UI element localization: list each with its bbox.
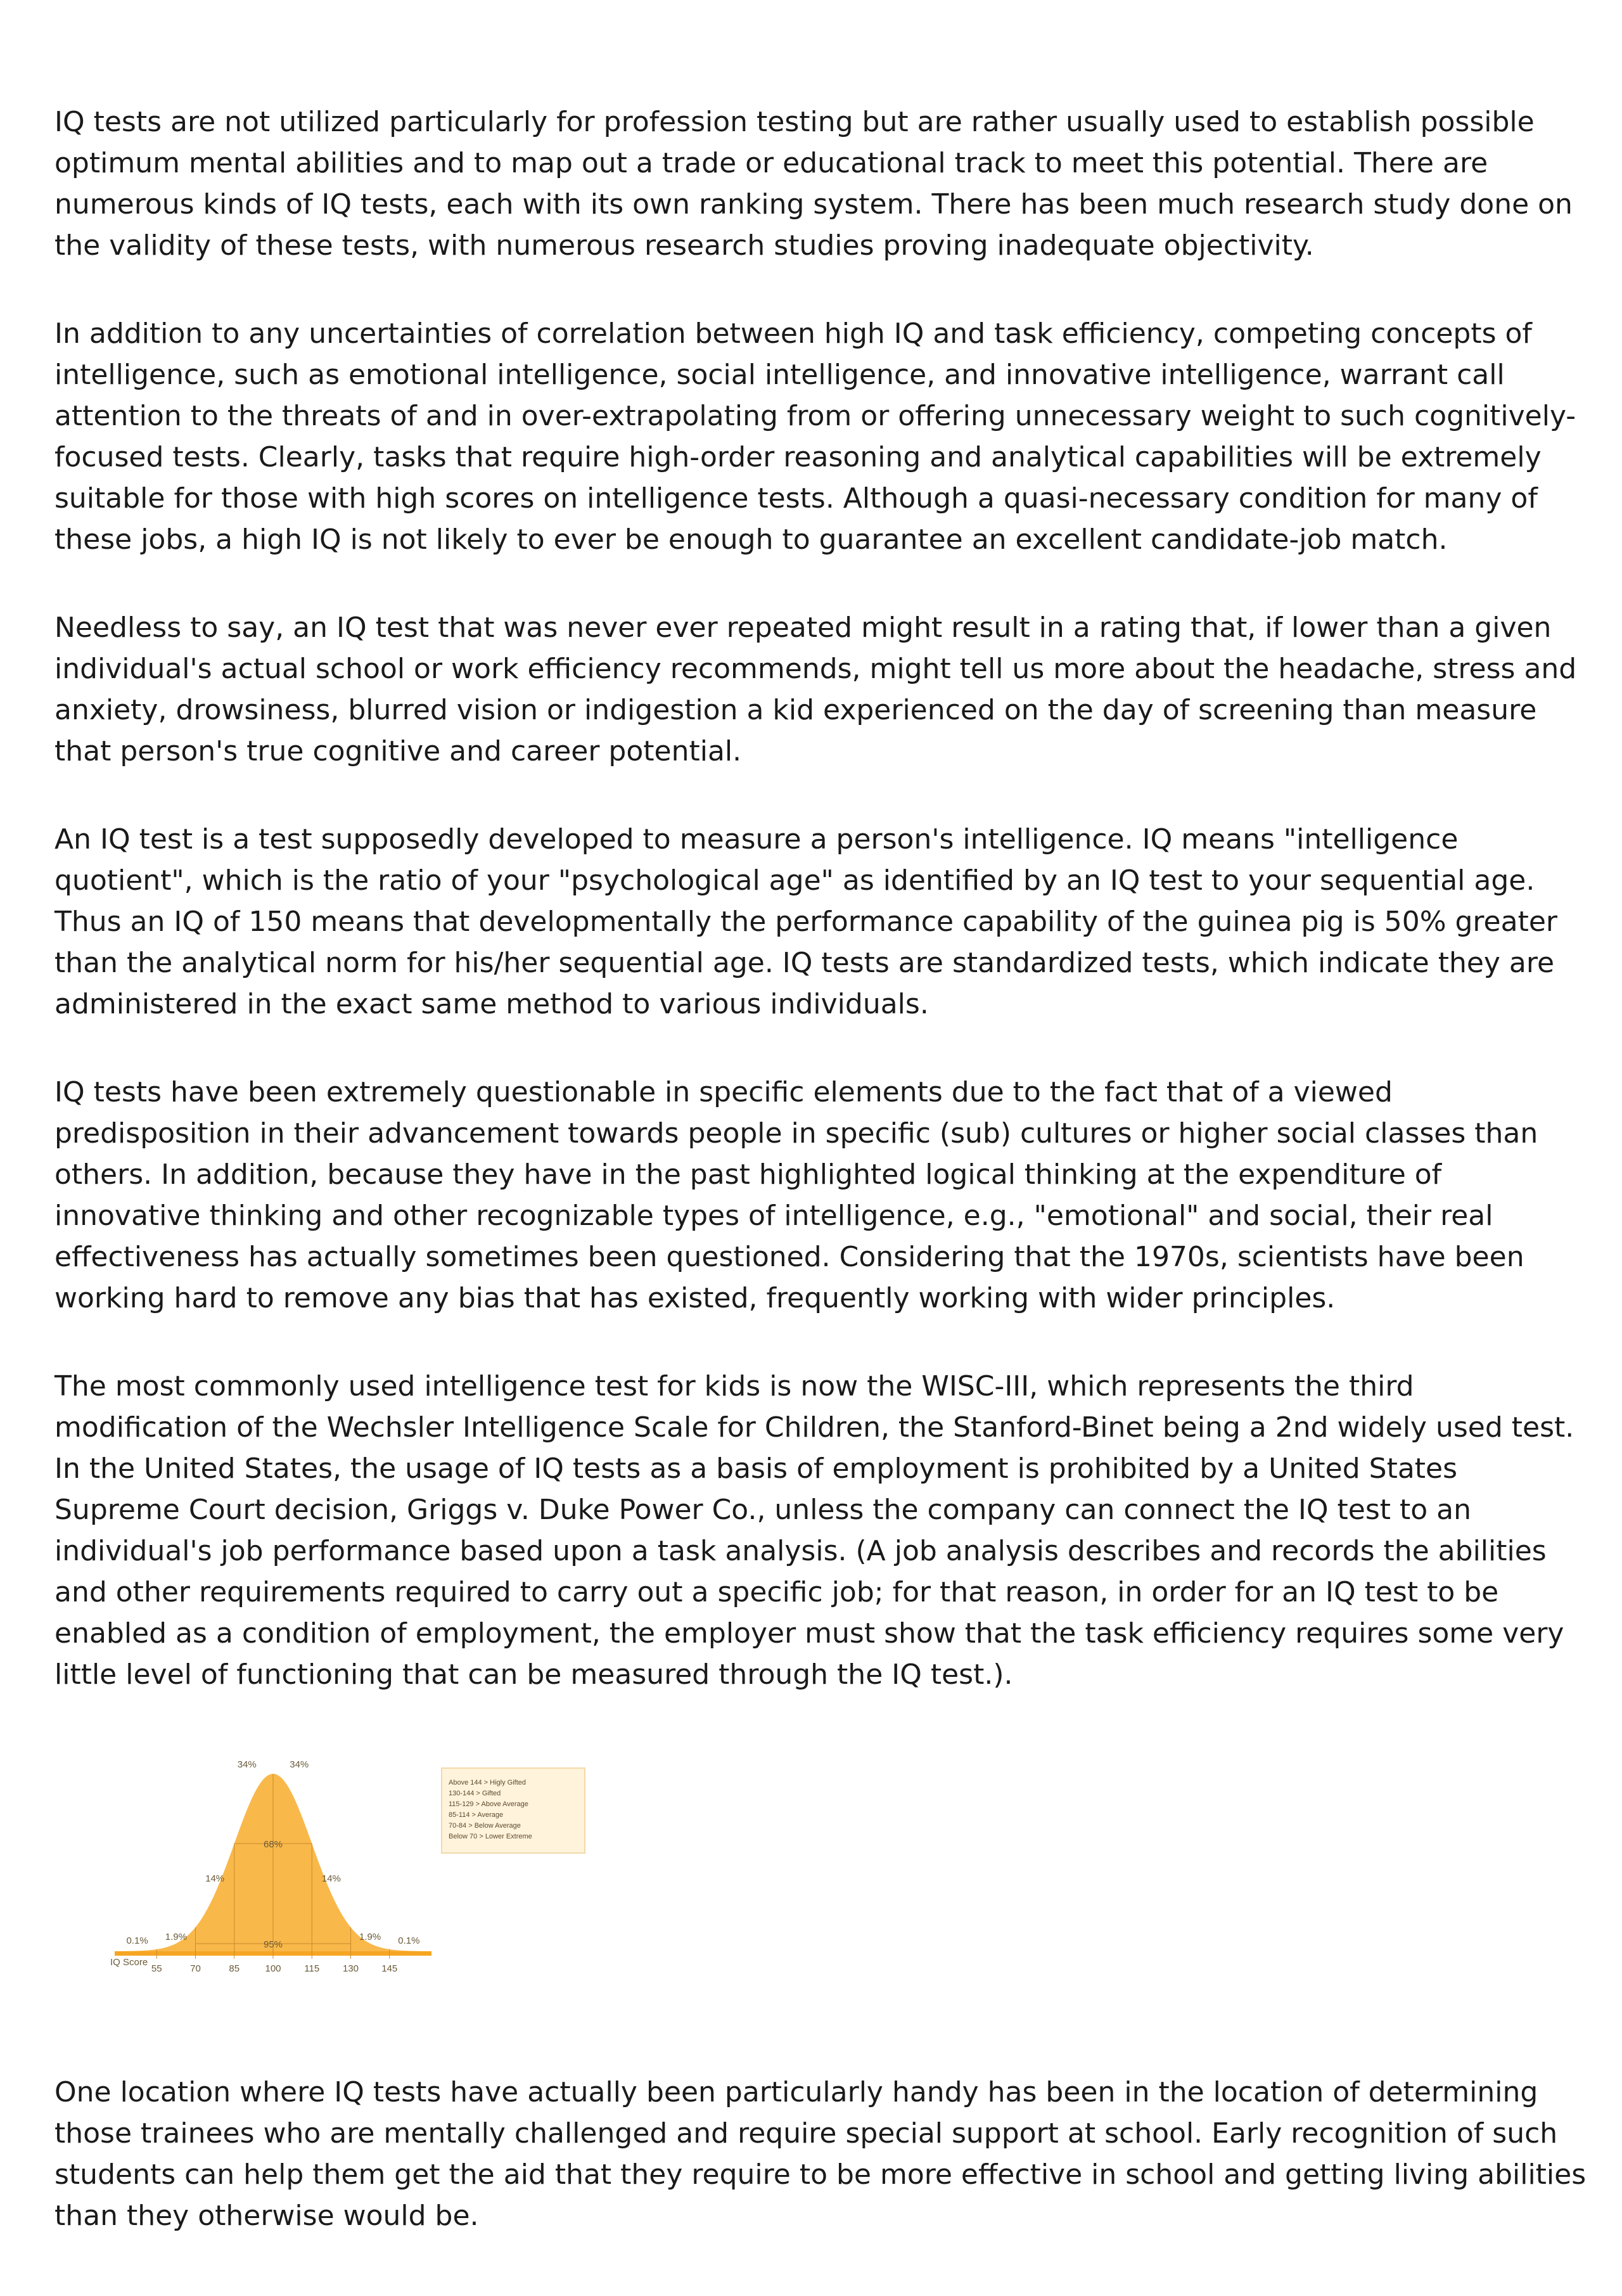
document-page xyxy=(54,101,1588,2283)
legend-category: Higly Gifted xyxy=(490,1779,527,1786)
paragraph-4: An IQ test is a test supposedly developed to measure a person's intelligence. IQ means "intelligence quotient", which is the ratio of your "psychological age" as identified by an IQ test to your sequential age. Thus an IQ of 150 means that developmentally the performance capability of the guinea pig is 50% greater than the analytical norm for his/her sequential age. IQ tests are standardized tests, which indicate they are administered in the exact same method to various individuals. xyxy=(54,823,1558,1020)
paragraph-3: Needless to say, an IQ test that was never ever repeated might result in a rating that, if lower than a given individual's actual school or work efficiency recommends, might tell us more about the headache, stress and anxiety, drowsiness, blurred vision or indigestion a kid experienced on the day of screening than measure that person's true cognitive and career potential. xyxy=(54,612,1577,767)
paragraph-7: One location where IQ tests have actually been particularly handy has been in the location of determining those trainees who are mentally challenged and require special support at school. Early recognition of such students can help them get the aid that they require to be more effective in school and getting living abilities than they otherwise would be. xyxy=(54,2076,1587,2232)
legend-category: Lower Extreme xyxy=(485,1833,532,1840)
band-percentage-label: 0.1% xyxy=(398,1935,420,1946)
span-label: 68% xyxy=(263,1839,283,1850)
x-tick-label: 70 xyxy=(190,1963,201,1974)
legend-category: Average xyxy=(477,1811,504,1819)
legend-category: Above Average xyxy=(481,1800,528,1808)
band-percentage-label: 0.1% xyxy=(126,1935,148,1946)
legend-row-0: Above 144 > Higly Gifted xyxy=(449,1779,527,1786)
x-tick-label: 130 xyxy=(342,1963,359,1974)
paragraph-5: IQ tests have been extremely questionable in specific elements due to the fact that of a viewed predisposition in their advancement towards people in specific (sub) cultures or higher social classes than others. In addition, because they have in the past highlighted logical thinking at the expenditure of innovative thinking and other recognizable types of intelligence, e.g., "emotional" and social, their real effectiveness has actually sometimes been questioned. Considering that the 1970s, scientists have been working hard to remove any bias that has existed, frequently working with wider principles. xyxy=(54,1076,1538,1314)
legend-row-5: Below 70 > Lower Extreme xyxy=(449,1833,532,1840)
band-percentage-label: 34% xyxy=(290,1759,309,1770)
x-tick-label: 100 xyxy=(265,1963,281,1974)
band-percentage-label: 14% xyxy=(321,1873,341,1884)
legend-row-1: 130-144 > Gifted xyxy=(449,1790,501,1797)
legend-category: Below Average xyxy=(474,1822,521,1830)
band-percentage-label: 14% xyxy=(205,1873,225,1884)
paragraph-6: The most commonly used intelligence test for kids is now the WISC-III, which represents the third modification of the Wechsler Intelligence Scale for Children, the Stanford-Binet being a 2nd widely used test. In the United States, the usage of IQ tests as a basis of employment is prohibited by a United States Supreme Court decision, Griggs v. Duke Power Co., unless the company can connect the IQ test to an individual's job performance based upon a task analysis. (A job analysis describes and records the abilities and other requirements required to carry out a specific job; for that reason, in order for an IQ test to be enabled as a condition of employment, the employer must show that the task efficiency requires some very little level of functioning that can be measured through the IQ test.). xyxy=(54,1370,1574,1691)
x-tick-label: 145 xyxy=(381,1963,398,1974)
legend-row-4: 70-84 > Below Average xyxy=(449,1822,521,1830)
x-tick-label: 85 xyxy=(229,1963,240,1974)
legend-category: Gifted xyxy=(482,1790,501,1797)
legend-range: Above 144 xyxy=(449,1779,482,1786)
paragraph-1: IQ tests are not utilized particularly for profession testing but are rather usually used to establish possible optimum mental abilities and to map out a trade or educational track to meet this potential. There are numerous kinds of IQ tests, each with its own ranking system. There has been much research study done on the validity of these tests, with numerous research studies proving inadequate objectivity. xyxy=(54,106,1573,262)
x-tick-label: 55 xyxy=(151,1963,162,1974)
legend-row-2: 115-129 > Above Average xyxy=(449,1800,528,1808)
span-label: 95% xyxy=(263,1939,283,1950)
band-percentage-label: 1.9% xyxy=(359,1932,381,1942)
legend-range: 70-84 xyxy=(449,1822,467,1830)
legend-row-3: 85-114 > Average xyxy=(449,1811,504,1819)
legend-range: 130-144 xyxy=(449,1790,475,1797)
band-percentage-label: 1.9% xyxy=(165,1932,187,1942)
legend-range: 85-114 xyxy=(449,1811,470,1819)
legend-range: Below 70 xyxy=(449,1833,478,1840)
band-percentage-label: 34% xyxy=(237,1759,257,1770)
x-tick-label: 115 xyxy=(304,1963,320,1974)
iq-legend xyxy=(441,1767,585,1854)
paragraph-2: In addition to any uncertainties of correlation between high IQ and task efficiency, competing concepts of intelligence, such as emotional intelligence, social intelligence, and innovative intelligence, warrant call attention to the threats of and in over-extrapolating from or offering unnecessary weight to such cognitively-focused tests. Clearly, tasks that require high-order reasoning and analytical capabilities will be extremely suitable for those with high scores on intelligence tests. Although a quasi-necessary condition for many of these jobs, a high IQ is not likely to ever be enough to guarantee an excellent candidate-job match. xyxy=(54,317,1576,556)
x-axis-label: IQ Score xyxy=(110,1957,148,1968)
iq-distribution-chart xyxy=(73,1742,644,2008)
legend-range: 115-129 xyxy=(449,1800,474,1808)
